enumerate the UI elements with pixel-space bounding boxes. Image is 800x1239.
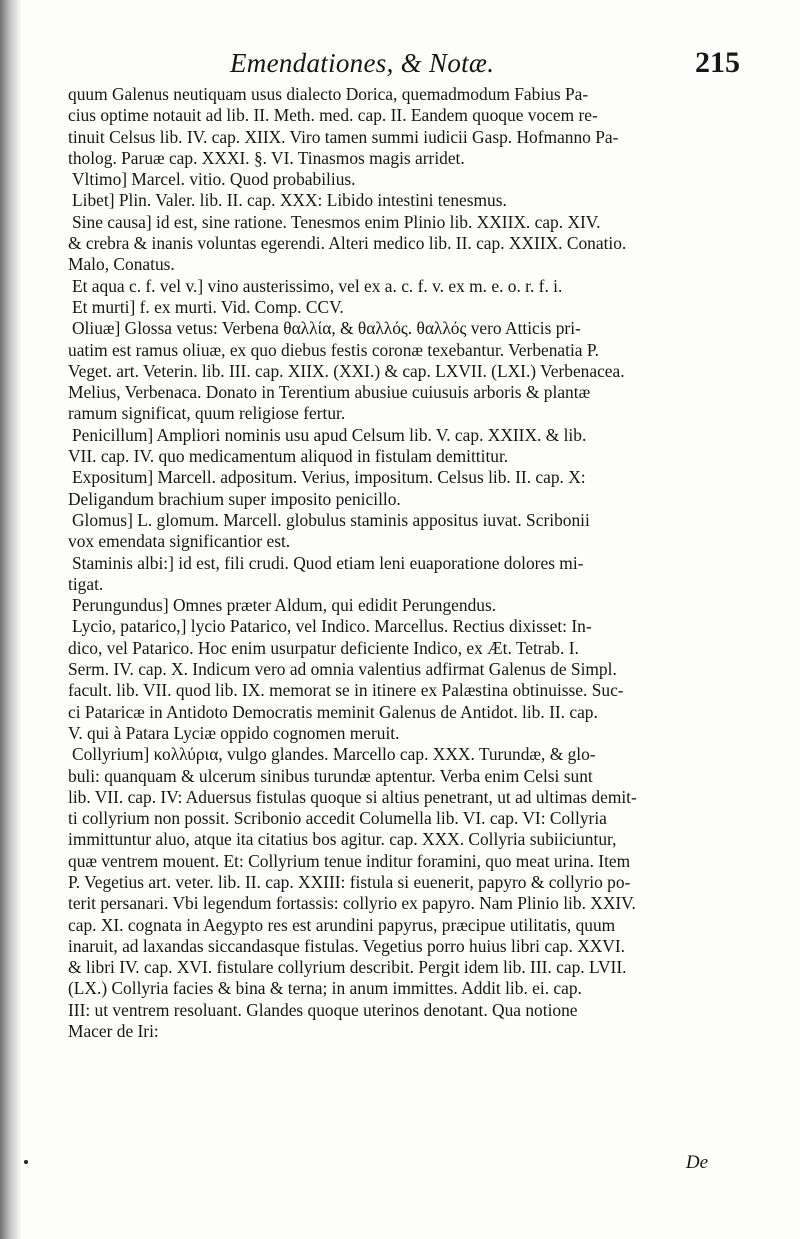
text-line: tigat.: [68, 573, 104, 594]
text-line: Vltimo] Marcel. vitio. Quod probabilius.: [72, 169, 356, 190]
text-line: ti collyrium non possit. Scribonio accedit Columella lib. VI. cap. VI: Collyria: [68, 808, 607, 829]
text-line: dico, vel Patarico. Hoc enim usurpatur deficiente Indico, ex Æt. Tetrab. I.: [68, 637, 579, 658]
text-line: vox emendata significantior est.: [68, 531, 291, 552]
text-line: tholog. Paruæ cap. XXXI. §. VI. Tinasmos magis arridet.: [68, 147, 465, 168]
page-number: 215: [695, 46, 740, 79]
text-line: Melius, Verbenaca. Donato in Terentium abusiue cuiusuis arboris & plantæ: [68, 382, 591, 403]
text-line: lib. VII. cap. IV: Aduersus fistulas quoque si altius penetrant, ut ad ultimas demit-: [68, 786, 637, 807]
ink-speck: [24, 1160, 28, 1164]
text-line: Staminis albi:] id est, fili crudi. Quod etiam leni euaporatione dolores mi-: [72, 552, 584, 573]
text-line: Sine causa] id est, sine ratione. Tenesmos enim Plinio lib. XXIIX. cap. XIV.: [72, 211, 601, 232]
page-header: [230, 48, 740, 82]
text-line: Oliuæ] Glossa vetus: Verbena θαλλία, & θαλλός. θαλλός vero Atticis pri-: [72, 318, 581, 339]
text-line: cius optime notauit ad lib. II. Meth. med. cap. II. Eandem quoque vocem re-: [68, 105, 598, 126]
text-line: tinuit Celsus lib. IV. cap. XIIX. Viro tamen summi iudicii Gasp. Hofmanno Pa-: [68, 126, 619, 147]
text-line: immittuntur aluo, atque ita citatius bos agitur. cap. XXX. Collyria subiiciuntur,: [68, 829, 617, 850]
binding-gutter-shadow: [0, 0, 22, 1239]
text-line: & libri IV. cap. XVI. fistulare collyrium describit. Pergit idem lib. III. cap. LVII.: [68, 957, 627, 978]
text-line: V. qui à Patara Lyciæ oppido cognomen meruit.: [68, 722, 400, 743]
text-line: P. Vegetius art. veter. lib. II. cap. XXIII: fistula si euenerit, papyro & collyrio po-: [68, 871, 631, 892]
text-line: Penicillum] Ampliori nominis usu apud Celsum lib. V. cap. XXIIX. & lib.: [72, 424, 587, 445]
text-line: facult. lib. VII. quod lib. IX. memorat se in itinere ex Palæstina obtinuisse. Suc-: [68, 680, 624, 701]
text-line: Libet] Plin. Valer. lib. II. cap. XXX: Libido intestini tenesmus.: [72, 190, 507, 211]
text-line: Deligandum brachium super imposito penicillo.: [68, 488, 401, 509]
text-line: Malo, Conatus.: [68, 254, 175, 275]
text-line: Lycio, patarico,] lycio Patarico, vel Indico. Marcellus. Rectius dixisset: In-: [72, 616, 592, 637]
body-text: [68, 84, 738, 1042]
text-line: inaruit, ad laxandas siccandasque fistulas. Vegetius porro huius libri cap. XXVI.: [68, 935, 626, 956]
text-line: buli: quanquam & ulcerum sinibus turundæ aptentur. Verba enim Celsi sunt: [68, 765, 593, 786]
text-line: Et murti] f. ex murti. Vid. Comp. CCV.: [72, 296, 344, 317]
text-line: Veget. art. Veterin. lib. III. cap. XIIX. (XXI.) & cap. LXVII. (LXI.) Verbenacea.: [68, 360, 625, 381]
text-line: ci Pataricæ in Antidoto Democratis meminit Galenus de Antidot. lib. II. cap.: [68, 701, 598, 722]
text-line: quæ ventrem mouent. Et: Collyrium tenue inditur foramini, quo meat urina. Item: [68, 850, 631, 871]
catchword: De: [685, 1152, 708, 1173]
text-line: III: ut ventrem resoluant. Glandes quoque uterinos denotant. Qua notione: [68, 999, 578, 1020]
running-head: Emendationes, & Notæ.: [230, 48, 495, 78]
text-line: Collyrium] κολλύρια, vulgo glandes. Marcello cap. XXX. Turundæ, & glo-: [72, 744, 596, 765]
text-line: terit persanari. Vbi legendum fortassis: collyrio ex papyro. Nam Plinio lib. XXIV.: [68, 893, 636, 914]
text-line: cap. XI. cognata in Aegypto res est arundini papyrus, præcipue utilitatis, quum: [68, 914, 616, 935]
text-line: VII. cap. IV. quo medicamentum aliquod in fistulam demittitur.: [68, 446, 509, 467]
text-line: quum Galenus neutiquam usus dialecto Dorica, quemadmodum Fabius Pa-: [68, 84, 589, 104]
text-line: Expositum] Marcell. adpositum. Verius, impositum. Celsus lib. II. cap. X:: [72, 467, 586, 488]
text-line: Glomus] L. glomum. Marcell. globulus staminis appositus iuvat. Scribonii: [72, 509, 590, 530]
text-line: Perungundus] Omnes præter Aldum, qui edidit Perungendus.: [72, 595, 497, 616]
text-line: ramum significat, quum religiose fertur.: [68, 403, 346, 424]
text-line: uatim est ramus oliuæ, ex quo diebus festis coronæ texebantur. Verbenatia P.: [68, 339, 599, 360]
text-line: Serm. IV. cap. X. Indicum vero ad omnia valentius adfirmat Galenus de Simpl.: [68, 659, 617, 680]
text-line: & crebra & inanis voluntas egerendi. Alteri medico lib. II. cap. XXIIX. Conatio.: [68, 233, 627, 254]
text-line: Macer de Iri:: [68, 1021, 159, 1042]
text-line: (LX.) Collyria facies & bina & terna; in anum immittes. Addit lib. ei. cap.: [68, 978, 582, 999]
text-line: Et aqua c. f. vel v.] vino austerissimo, vel ex a. c. f. v. ex m. e. o. r. f. i.: [72, 275, 563, 296]
